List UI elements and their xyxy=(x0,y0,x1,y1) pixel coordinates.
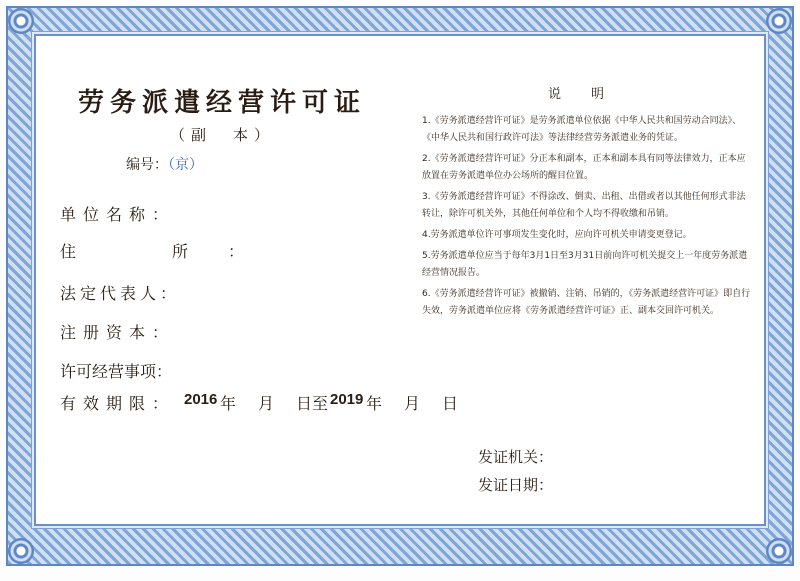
note-item: 4.劳务派遣单位许可事项发生变化时，应向许可机关申请变更登记。 xyxy=(422,230,692,240)
corner-rosette-icon xyxy=(766,8,792,34)
corner-rosette-icon xyxy=(8,538,34,564)
note-item: 5.劳务派遣单位应当于每年3月1日至3月31日前向许可机关提交上一年度劳务派遣经营情况报告。 xyxy=(422,251,748,278)
corner-rosette-icon xyxy=(8,8,34,34)
note-item: 3.《劳务派遣经营许可证》不得涂改、倒卖、出租、出借或者以其他任何形式非法转让，除许可机关外，其他任何单位和个人均不得收缴和吊销。 xyxy=(422,192,746,219)
validity-year-char: 年 xyxy=(220,394,237,413)
note-item: 1.《劳务派遣经营许可证》是劳务派遣单位依据《中华人民共和国劳动合同法》、《中华人民共和国行政许可法》等法律经营劳务派遣业务的凭证。 xyxy=(422,116,742,143)
field-unit-name: 单位名称： xyxy=(60,205,176,224)
field-validity-label: 有效期限： xyxy=(60,394,176,413)
validity-month-char: 月 xyxy=(258,394,275,413)
notes-list xyxy=(422,113,752,324)
note-item: 6.《劳务派遣经营许可证》被撤销、注销、吊销的，《劳务派遣经营许可证》即自行失效，劳务派遣单位应将《劳务派遣经营许可证》正、副本交回许可机关。 xyxy=(422,289,751,316)
field-address: 住 所： xyxy=(60,242,285,261)
validity-day-to: 日至 xyxy=(296,394,329,413)
corner-rosette-icon xyxy=(766,538,792,564)
issue-date: 发证日期： xyxy=(478,476,554,494)
notes-heading: 说明 xyxy=(548,87,635,102)
serial-label: 编号： xyxy=(126,157,168,173)
certificate-title: 劳务派遣经营许可证 xyxy=(78,88,367,118)
validity-start-year: 2016 xyxy=(184,391,218,408)
field-capital: 注册资本： xyxy=(60,323,176,342)
validity-month-char2: 月 xyxy=(404,394,421,413)
validity-end-year: 2019 xyxy=(330,391,364,408)
issuing-authority: 发证机关： xyxy=(478,448,554,466)
validity-year-char2: 年 xyxy=(366,394,383,413)
serial-number xyxy=(126,154,203,174)
note-item: 2.《劳务派遣经营许可证》分正本和副本，正本和副本具有同等法律效力，正本应放置在劳务派遣单位办公场所的醒目位置。 xyxy=(422,154,746,181)
field-business-scope: 许可经营事项： xyxy=(60,362,173,381)
serial-value: （京） xyxy=(168,157,203,173)
certificate-subtitle: （副 本） xyxy=(170,126,276,144)
field-legal-rep: 法定代表人： xyxy=(60,284,181,303)
validity-day-char2: 日 xyxy=(442,394,459,413)
